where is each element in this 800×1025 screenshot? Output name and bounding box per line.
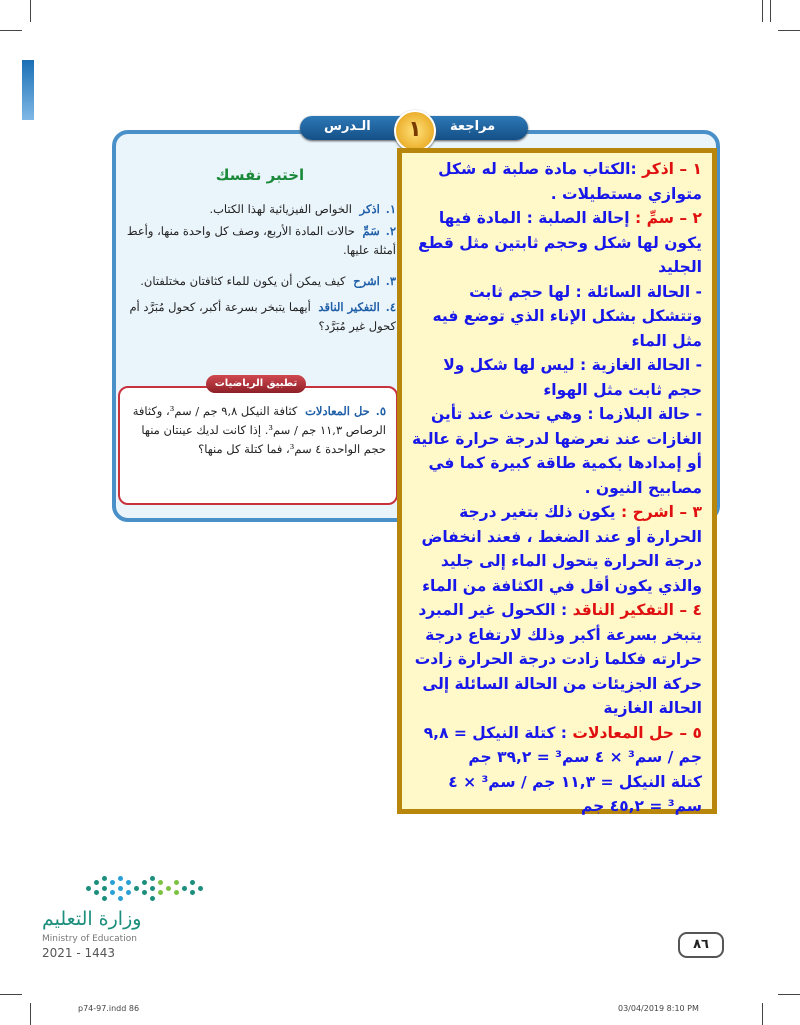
question-keyword: سَمِّ	[362, 224, 380, 238]
print-slug-date: 03/04/2019 8:10 PM	[618, 1004, 699, 1013]
self-test-title: اختبر نفسك	[215, 166, 305, 184]
question-keyword: التفكير الناقد	[318, 300, 380, 314]
question-text: حالات المادة الأربع، وصف كل واحدة منها، وأعط أمثلة عليها.	[126, 224, 396, 257]
header-review-label: مراجعة	[450, 119, 496, 134]
crop-mark	[762, 0, 763, 22]
question-number: ٢.	[385, 224, 396, 238]
edition-year: 2021 - 1443	[42, 946, 116, 960]
question-2	[122, 222, 396, 260]
question-text: كيف يمكن أن يكون للماء كثافتان مختلفتان.	[140, 274, 346, 288]
header-lesson-label: الـدرس	[324, 119, 371, 134]
answer-2	[410, 206, 702, 280]
answer-3	[410, 500, 702, 598]
answer-box	[397, 148, 717, 814]
ministry-name-arabic: وزارة التعليم	[42, 908, 142, 930]
answer-label: ٤ – التفكير الناقد	[572, 601, 702, 619]
crop-mark	[770, 0, 771, 22]
answer-1	[410, 157, 702, 206]
question-keyword: حل المعادلات	[305, 404, 370, 418]
answer-5	[410, 721, 702, 770]
crop-mark	[30, 0, 31, 22]
lesson-number-badge: ١	[394, 110, 436, 152]
answer-5-lead: كتلة النيكل = ١١,٣ جم / سم³ × ٤ سم³ = ٤٥,٢ جم	[448, 772, 702, 815]
question-text: أيهما يتبخر بسرعة أكبر، كحول مُبَرَّد أم كحول غير مُبَرَّد؟	[129, 300, 396, 333]
answer-2-plasma: - حالة البلازما : وهي تحدث عند تأين الغازات عند نعرضها لدرجة حرارة عالية أو إمدادها بكمية طاقة كبيرة كما في مصابيح النيون .	[411, 405, 702, 497]
logo-dots-graphic	[86, 876, 216, 906]
answer-2-gas: - الحالة الغازية : ليس لها شكل ولا حجم ثابت مثل الهواء	[443, 356, 702, 399]
crop-mark	[30, 1003, 31, 1025]
answer-text: :الكتاب مادة صلبة له شكل متوازي مستطيلات .	[438, 160, 702, 203]
page-number: ٨٦	[678, 932, 724, 958]
question-1	[122, 200, 396, 219]
answer-text: إحالة الصلبة : المادة فيها يكون لها شكل وحجم ثابتين مثل قطع الجليد	[418, 209, 702, 276]
question-keyword: اشرح	[353, 274, 380, 288]
crop-mark	[0, 994, 22, 995]
page-edge-tab	[22, 60, 34, 120]
question-text: الخواص الفيزيائية لهذا الكتاب.	[209, 202, 352, 216]
question-5	[128, 402, 386, 459]
question-text: كثافة النيكل ٩,٨ جم / سم³، وكثافة الرصاص ١١,٣ جم / سم³. إذا كانت لديك عينتان منها حجم الواحدة ٤ سم³، فما كتلة كل منها؟	[132, 404, 386, 456]
ministry-name-english: Ministry of Education	[42, 934, 137, 944]
crop-mark	[762, 1003, 763, 1025]
lesson-review-header	[300, 110, 528, 140]
question-number: ١.	[385, 202, 396, 216]
question-number: ٣.	[385, 274, 396, 288]
crop-mark	[778, 30, 800, 31]
question-4	[122, 298, 396, 336]
math-application-tag: تطبيق الرياضيات	[206, 375, 306, 393]
answer-label: ٢ – سمِّ :	[634, 209, 702, 227]
question-number: ٤.	[385, 300, 396, 314]
crop-mark	[778, 994, 800, 995]
answer-label: ٥ – حل المعادلات	[572, 723, 702, 742]
answer-label: ١ – اذكر	[642, 160, 702, 178]
question-keyword: اذكر	[359, 202, 380, 216]
crop-mark	[0, 30, 22, 31]
question-3	[122, 272, 396, 291]
question-number: ٥.	[375, 404, 386, 418]
answer-2-liquid: - الحالة السائلة : لها حجم ثابت وتتشكل بشكل الإناء الذي توضع فيه مثل الماء	[432, 282, 702, 350]
answer-text: : الكحول غير المبرد يتبخر بسرعة أكبر وذلك لارتفاع درجة حرارته فكلما زادت درجة الحرارة زادت حركة الجزيئات من الحالة السائلة إلى الحالة الغازية	[414, 601, 702, 717]
ministry-logo	[40, 876, 240, 966]
answer-4	[410, 598, 702, 721]
answer-text: يكون ذلك بتغير درجة الحرارة أو عند الضغط ، فعند انخفاض درجة الحرارة يتحول الماء إلى جليد والذي يكون أقل في الكثافة من الماء	[421, 503, 702, 595]
print-slug-file: p74-97.indd 86	[78, 1004, 140, 1013]
answer-text: : كتلة النيكل = ٩,٨ جم / سم³ × ٤ سم³ = ٣٩,٢ جم	[423, 723, 702, 766]
answer-label: ٣ – اشرح :	[621, 503, 702, 521]
